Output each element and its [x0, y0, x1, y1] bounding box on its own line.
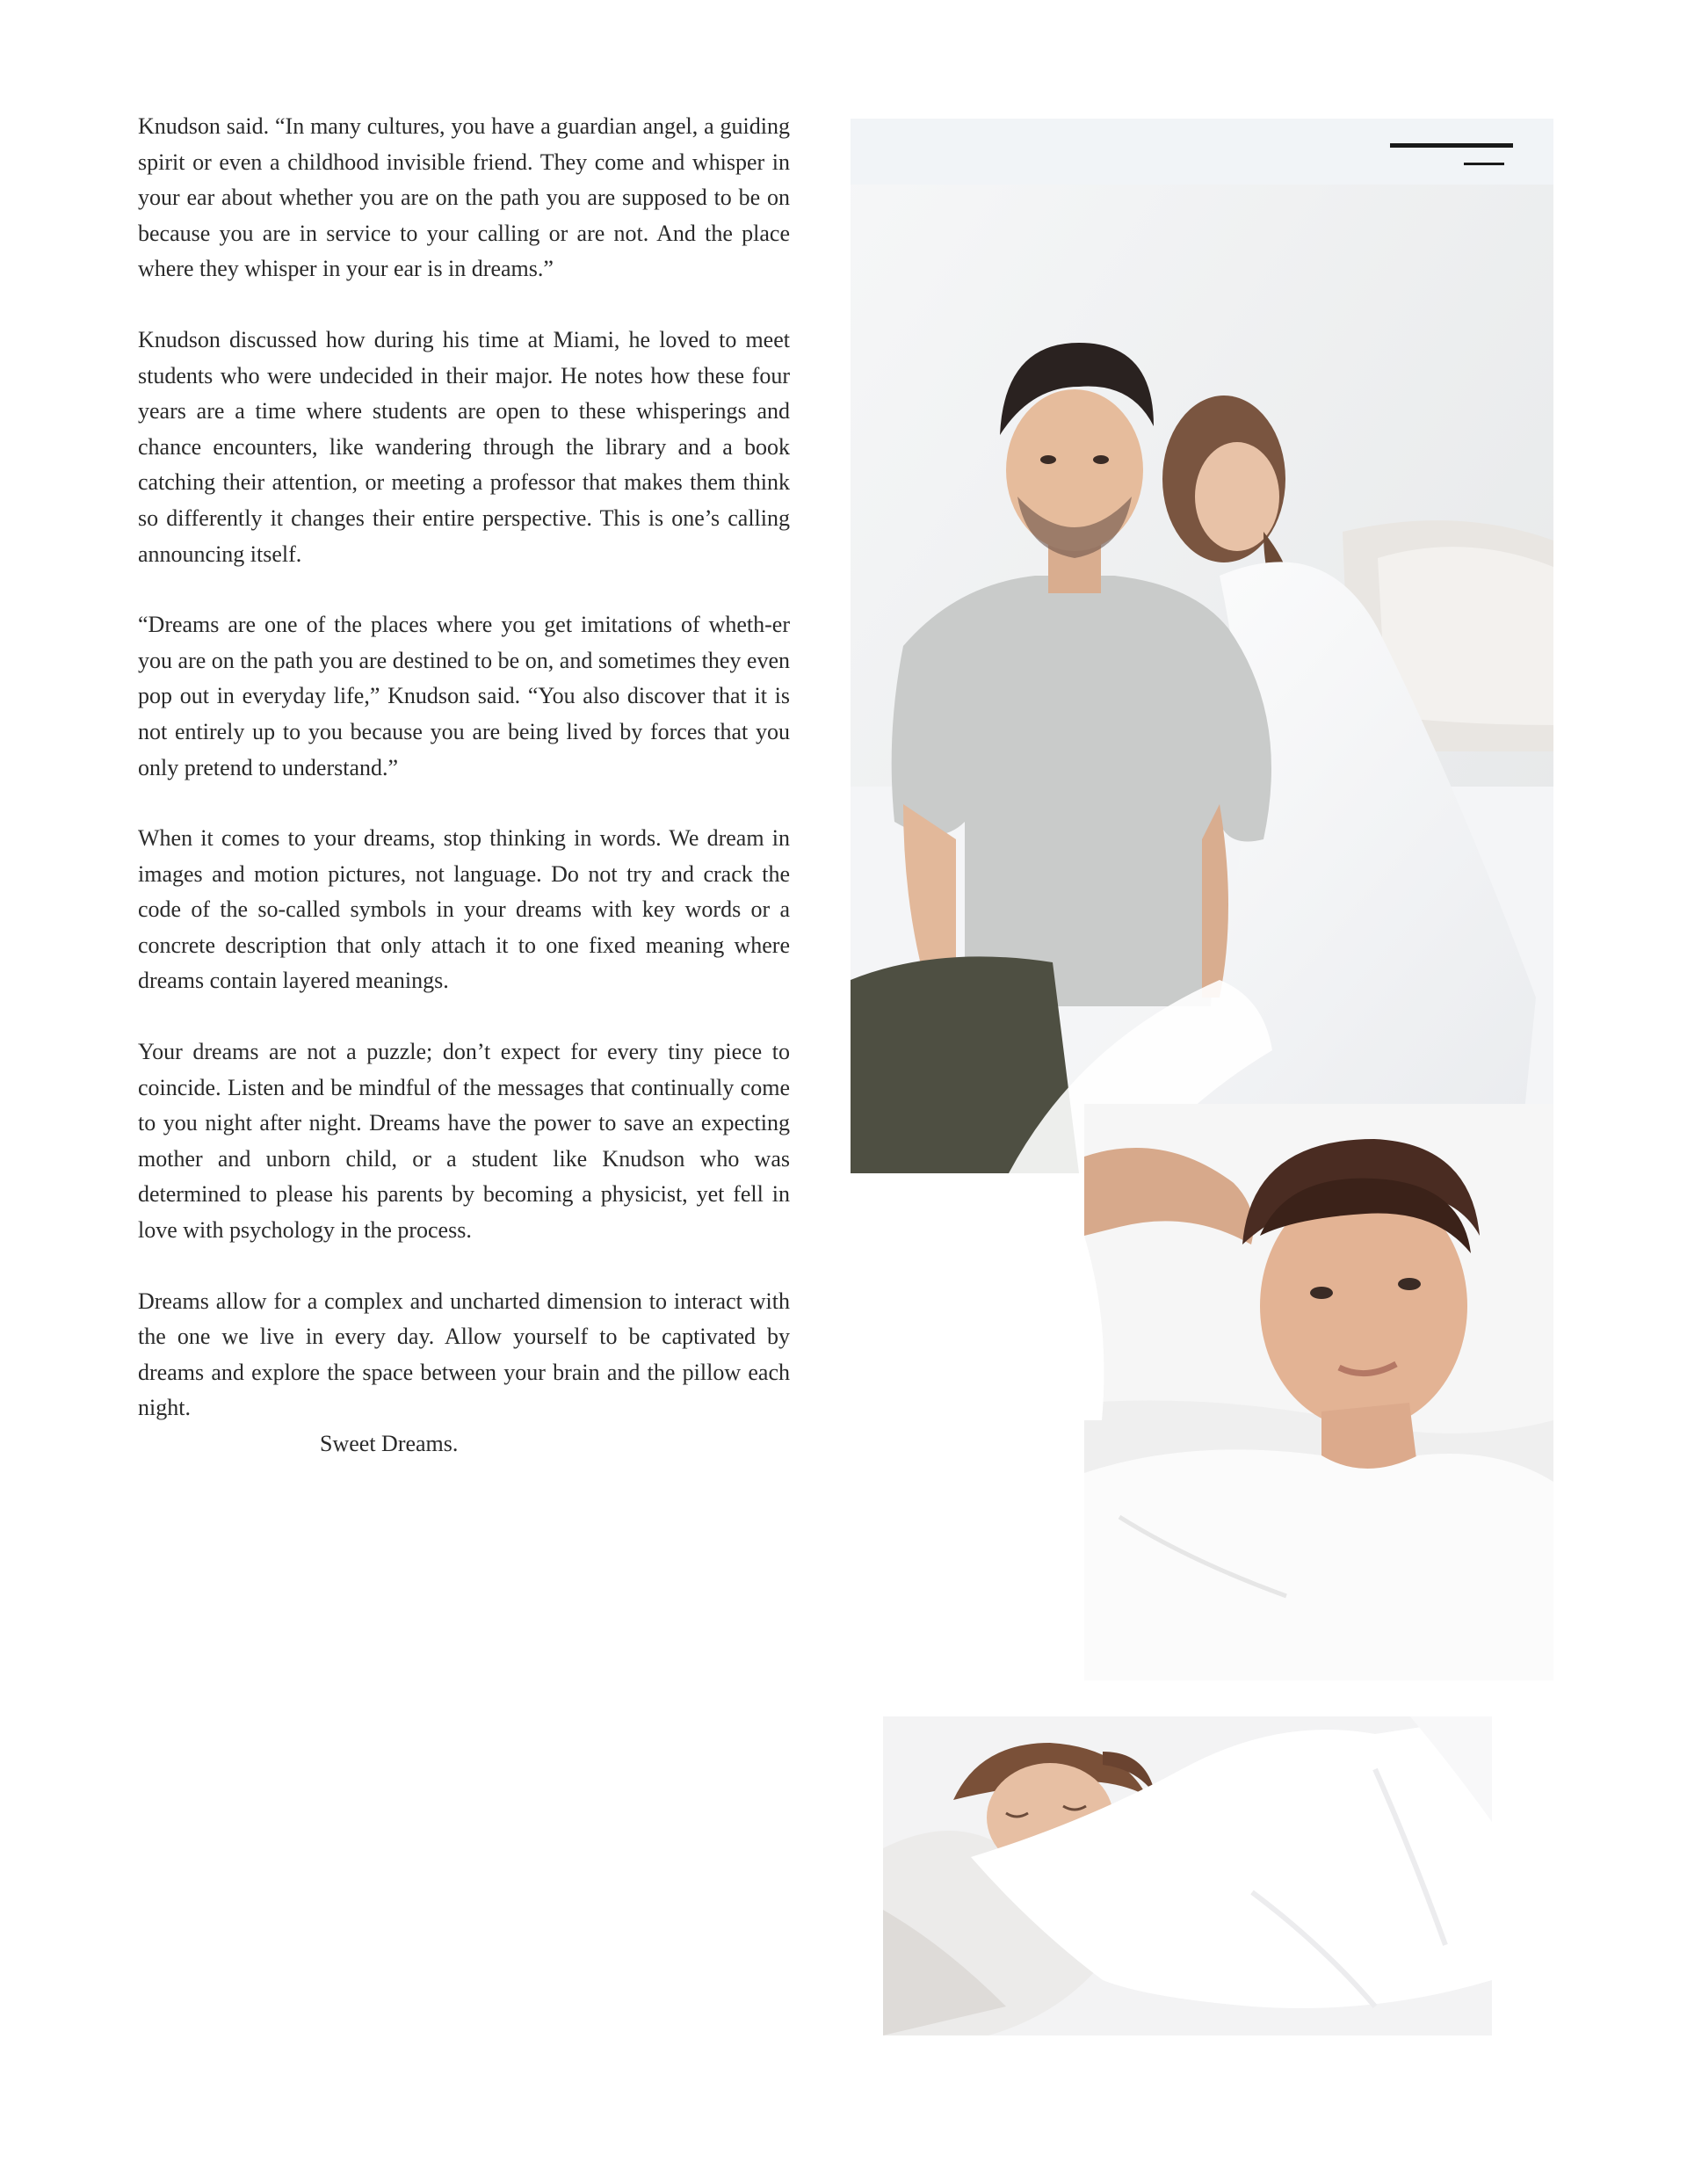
portrait-photo-illustration — [1084, 1104, 1553, 1680]
signoff: Sweet Dreams. — [320, 1431, 459, 1456]
article-paragraph: Knudson discussed how during his time at Miami, he loved to meet students who were undecided in their major. He notes how these four years are a time where students are open to these whisperings and chance encounters, like wandering through the library and a book catching their attention, or meeting a professor that makes them think so differently it changes their entire perspective. This is one’s calling announcing itself. — [138, 326, 790, 567]
article-paragraph: Your dreams are not a puzzle; don’t expect for every tiny piece to coincide. Listen and be mindful of the messages that continually come to you night after night. Dreams have the power to save an expecting mother and unborn child, or a student like Knudson who was determined to please his parents by becoming a physicist, yet fell in love with psychology in the process. — [138, 1039, 790, 1244]
decorative-line-long — [1390, 143, 1513, 148]
article-body — [138, 109, 790, 1462]
article-paragraph: Dreams allow for a complex and uncharted dimension to interact with the one we live in every day. Allow yourself to be captivated by dreams and explore the space between your brain and the pillow each night. — [138, 1288, 790, 1421]
portrait-photo — [1084, 1104, 1553, 1680]
sleeping-woman-photo — [883, 1716, 1492, 2035]
sleeping-woman-photo-illustration — [883, 1716, 1492, 2035]
article-paragraph: Knudson said. “In many cultures, you have a guardian angel, a guiding spirit or even a childhood invisible friend. They come and whisper in your ear about whether you are on the path you are supposed to be on because you are in service to your calling or are not. And the place where they whisper in your ear is in dreams.” — [138, 113, 790, 282]
article-paragraph: When it comes to your dreams, stop thinking in words. We dream in images and motion pictures, not language. Do not try and crack the code of the so-called symbols in your dreams with key words or a concrete description that only attach it to one fixed meaning where dreams contain layered meanings. — [138, 825, 790, 994]
decorative-rule-lines — [1387, 141, 1513, 169]
couple-photo-illustration — [851, 119, 1553, 1173]
article-paragraph: “Dreams are one of the places where you get imitations of wheth-er you are on the path you are destined to be on, and sometimes they even pop out in everyday life,” Knudson said. “You also discover that it is not entirely up to you because you are being lived by forces that you only pretend to understand.” — [138, 612, 790, 780]
decorative-line-short — [1464, 163, 1504, 165]
couple-photo — [851, 119, 1553, 1173]
